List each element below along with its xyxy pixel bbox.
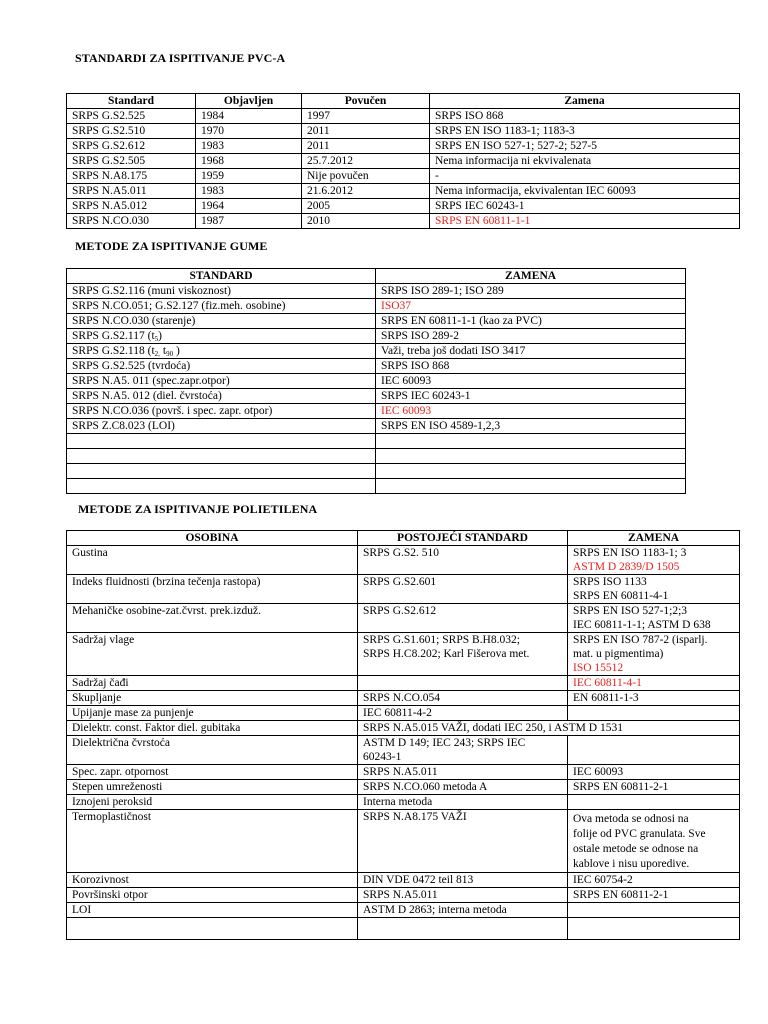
- guma-heading: METODE ZA ISPITIVANJE GUME: [75, 239, 268, 253]
- cell: 1997: [302, 109, 430, 124]
- cell: DIN VDE 0472 teil 813: [358, 873, 568, 888]
- table-row: [67, 873, 740, 888]
- pvc-heading: STANDARDI ZA ISPITIVANJE PVC-A: [75, 51, 286, 65]
- empty-cell: [358, 918, 568, 940]
- cell-line: 60243-1: [363, 751, 402, 763]
- cell: 2011: [302, 124, 430, 139]
- cell-line: Ova metoda se odnosi na: [573, 813, 689, 825]
- cell: Sadržaj vlage: [67, 633, 358, 676]
- table-row: [67, 736, 740, 765]
- cell: IEC 60093: [376, 374, 686, 389]
- col-header: ZAMENA: [376, 269, 686, 284]
- cell: SRPS N.A5.011: [67, 184, 196, 199]
- cell-text: t: [162, 345, 167, 357]
- cell: Nema informacija, ekvivalentan IEC 60093: [430, 184, 740, 199]
- table-row: [67, 299, 686, 314]
- cell-line: kablove i nisu uporedive.: [573, 858, 690, 870]
- cell: [358, 633, 568, 676]
- cell-line: SRPS EN ISO 787-2 (isparlj.: [573, 634, 708, 646]
- empty-cell: [376, 464, 686, 479]
- cell: IEC 60754-2: [568, 873, 740, 888]
- cell-line: ASTM D 2839/D 1505: [573, 561, 680, 573]
- empty-cell: [67, 479, 376, 494]
- cell: SRPS G.S2.601: [358, 575, 568, 604]
- table-row: [67, 575, 740, 604]
- pvc-table: [66, 93, 740, 229]
- cell: SRPS EN ISO 527-1; 527-2; 527-5: [430, 139, 740, 154]
- guma-table: [66, 268, 686, 494]
- cell-line: SRPS H.C8.202; Karl Fišerova met.: [363, 648, 530, 660]
- cell: Termoplastičnost: [67, 810, 358, 873]
- cell-line: SRPS G.S1.601; SRPS B.H8.032;: [363, 634, 520, 646]
- cell: [568, 810, 740, 873]
- cell: 1970: [196, 124, 302, 139]
- cell: [67, 344, 376, 359]
- cell: ASTM D 2863; interna metoda: [358, 903, 568, 918]
- pe-heading: METODE ZA ISPITIVANJE POLIETILENA: [78, 502, 318, 516]
- cell: IEC 60811-4-1: [568, 676, 740, 691]
- cell-text: SRPS G.S2.117 (t: [72, 330, 155, 342]
- cell: 2010: [302, 214, 430, 229]
- table-row: [67, 434, 686, 449]
- cell: IEC 60811-4-2: [358, 706, 568, 721]
- table-row: [67, 344, 686, 359]
- cell: SRPS N.CO.036 (površ. i spec. zapr. otpor): [67, 404, 376, 419]
- cell: 1987: [196, 214, 302, 229]
- cell: LOI: [67, 903, 358, 918]
- table-row: [67, 139, 740, 154]
- table-row: [67, 154, 740, 169]
- col-header: Povučen: [302, 94, 430, 109]
- cell: [67, 329, 376, 344]
- cell: 1984: [196, 109, 302, 124]
- cell: Površinski otpor: [67, 888, 358, 903]
- cell: Skupljanje: [67, 691, 358, 706]
- table-row: [67, 721, 740, 736]
- cell: 21.6.2012: [302, 184, 430, 199]
- col-header: OSOBINA: [67, 531, 358, 546]
- pe-table: [66, 530, 740, 940]
- table-row: [67, 124, 740, 139]
- pvc-header-row: [67, 94, 740, 109]
- cell: SRPS EN 60811-2-1: [568, 888, 740, 903]
- cell: Iznojeni peroksid: [67, 795, 358, 810]
- cell: [568, 706, 740, 721]
- table-row: [67, 329, 686, 344]
- table-row: [67, 374, 686, 389]
- table-row: [67, 691, 740, 706]
- cell: Interna metoda: [358, 795, 568, 810]
- table-row: [67, 546, 740, 575]
- cell-line: ASTM D 149; IEC 243; SRPS IEC: [363, 737, 526, 749]
- table-row: [67, 765, 740, 780]
- table-row: [67, 903, 740, 918]
- table-row: [67, 706, 740, 721]
- subscript: 90: [166, 350, 174, 358]
- cell: SRPS G.S2.525: [67, 109, 196, 124]
- pe-header-row: [67, 531, 740, 546]
- cell-text: ): [173, 345, 180, 357]
- cell: SRPS N.CO.054: [358, 691, 568, 706]
- cell: Korozivnost: [67, 873, 358, 888]
- cell: SRPS N.A8.175: [67, 169, 196, 184]
- guma-header-row: [67, 269, 686, 284]
- cell: 2005: [302, 199, 430, 214]
- cell: Nije povučen: [302, 169, 430, 184]
- cell-line: SRPS EN ISO 1183-1; 3: [573, 547, 687, 559]
- cell: 1964: [196, 199, 302, 214]
- cell: SRPS ISO 868: [430, 109, 740, 124]
- cell-text: ): [158, 330, 162, 342]
- cell: SRPS ISO 289-1; ISO 289: [376, 284, 686, 299]
- cell: Važi, treba još dodati ISO 3417: [376, 344, 686, 359]
- cell: Sadržaj čađi: [67, 676, 358, 691]
- cell: [568, 736, 740, 765]
- cell: SRPS N.A5.011: [358, 765, 568, 780]
- table-row: [67, 888, 740, 903]
- cell: [568, 795, 740, 810]
- cell-text: SRPS G.S2.118 (t: [72, 345, 155, 357]
- table-row: [67, 169, 740, 184]
- cell: 25.7.2012: [302, 154, 430, 169]
- cell: [568, 633, 740, 676]
- cell: SRPS EN 60811-2-1: [568, 780, 740, 795]
- cell: SRPS G.S2.116 (muni viskoznost): [67, 284, 376, 299]
- table-row: [67, 214, 740, 229]
- table-row: [67, 918, 740, 940]
- table-row: [67, 389, 686, 404]
- cell: SRPS EN ISO 4589-1,2,3: [376, 419, 686, 434]
- cell: [358, 676, 568, 691]
- cell: 2011: [302, 139, 430, 154]
- table-row: [67, 780, 740, 795]
- cell: [568, 546, 740, 575]
- empty-cell: [67, 449, 376, 464]
- cell: [568, 903, 740, 918]
- table-row: [67, 199, 740, 214]
- empty-cell: [376, 434, 686, 449]
- table-row: [67, 633, 740, 676]
- cell: SRPS N.A5.012: [67, 199, 196, 214]
- cell: Upijanje mase za punjenje: [67, 706, 358, 721]
- table-row: [67, 419, 686, 434]
- cell: Gustina: [67, 546, 358, 575]
- col-header: ZAMENA: [568, 531, 740, 546]
- cell: SRPS IEC 60243-1: [430, 199, 740, 214]
- cell-line: IEC 60811-1-1; ASTM D 638: [573, 619, 711, 631]
- table-row: [67, 464, 686, 479]
- cell: ISO37: [376, 299, 686, 314]
- cell: 1983: [196, 184, 302, 199]
- cell: SRPS EN 60811-1-1: [430, 214, 740, 229]
- cell: SRPS Z.C8.023 (LOI): [67, 419, 376, 434]
- cell: 1968: [196, 154, 302, 169]
- cell: [358, 736, 568, 765]
- table-row: [67, 604, 740, 633]
- cell: SRPS ISO 289-2: [376, 329, 686, 344]
- cell: Indeks fluidnosti (brzina tečenja rastopa): [67, 575, 358, 604]
- cell-line: ostale metode se odnose na: [573, 843, 699, 855]
- cell-line: ISO 15512: [573, 662, 624, 674]
- empty-cell: [376, 479, 686, 494]
- cell: SRPS EN 60811-1-1 (kao za PVC): [376, 314, 686, 329]
- cell: Mehaničke osobine-zat.čvrst. prek.izduž.: [67, 604, 358, 633]
- cell: SRPS N.CO.030 (starenje): [67, 314, 376, 329]
- cell: SRPS N.A5.015 VAŽI, dodati IEC 250, i ASTM D 1531: [358, 721, 740, 736]
- col-header: Standard: [67, 94, 196, 109]
- empty-cell: [67, 918, 358, 940]
- table-row: [67, 314, 686, 329]
- table-row: [67, 795, 740, 810]
- cell: SRPS ISO 868: [376, 359, 686, 374]
- cell: Dielektrična čvrstoća: [67, 736, 358, 765]
- cell: [568, 604, 740, 633]
- table-row: [67, 184, 740, 199]
- cell: 1959: [196, 169, 302, 184]
- col-header: STANDARD: [67, 269, 376, 284]
- cell: SRPS G.S2.612: [67, 139, 196, 154]
- empty-cell: [376, 449, 686, 464]
- cell: SRPS N.A5. 011 (spec.zapr.otpor): [67, 374, 376, 389]
- empty-cell: [568, 918, 740, 940]
- cell: SRPS N.CO.030: [67, 214, 196, 229]
- table-row: [67, 404, 686, 419]
- table-row: [67, 810, 740, 873]
- col-header: POSTOJEĆI STANDARD: [358, 531, 568, 546]
- table-row: [67, 479, 686, 494]
- cell-line: SRPS ISO 1133: [573, 576, 647, 588]
- table-row: [67, 676, 740, 691]
- cell: SRPS N.A8.175 VAŽI: [358, 810, 568, 873]
- cell-line: folije od PVC granulata. Sve: [573, 828, 706, 840]
- cell: SRPS IEC 60243-1: [376, 389, 686, 404]
- cell: SRPS G.S2.505: [67, 154, 196, 169]
- cell: Stepen umreženosti: [67, 780, 358, 795]
- cell: SRPS N.A5.011: [358, 888, 568, 903]
- cell-line: SRPS EN ISO 527-1;2;3: [573, 605, 688, 617]
- cell: IEC 60093: [568, 765, 740, 780]
- cell-line: mat. u pigmentima): [573, 648, 664, 660]
- subscript: 5: [154, 335, 159, 343]
- cell: Dielektr. const. Faktor diel. gubitaka: [67, 721, 358, 736]
- cell: SRPS N.CO.060 metoda A: [358, 780, 568, 795]
- cell: SRPS EN ISO 1183-1; 1183-3: [430, 124, 740, 139]
- col-header: Zamena: [430, 94, 740, 109]
- empty-cell: [67, 464, 376, 479]
- cell: Nema informacija ni ekvivalenata: [430, 154, 740, 169]
- cell: SRPS G.S2.510: [67, 124, 196, 139]
- col-header: Objavljen: [196, 94, 302, 109]
- subscript: 2,: [154, 350, 160, 358]
- empty-cell: [67, 434, 376, 449]
- table-row: [67, 284, 686, 299]
- table-row: [67, 109, 740, 124]
- cell: Spec. zapr. otpornost: [67, 765, 358, 780]
- cell: EN 60811-1-3: [568, 691, 740, 706]
- cell: SRPS N.A5. 012 (diel. čvrstoća): [67, 389, 376, 404]
- cell: SRPS N.CO.051; G.S2.127 (fiz.meh. osobine): [67, 299, 376, 314]
- cell: IEC 60093: [376, 404, 686, 419]
- cell: 1983: [196, 139, 302, 154]
- cell: [568, 575, 740, 604]
- table-row: [67, 359, 686, 374]
- cell: SRPS G.S2.612: [358, 604, 568, 633]
- table-row: [67, 449, 686, 464]
- cell-line: SRPS EN 60811-4-1: [573, 590, 669, 602]
- cell: SRPS G.S2. 510: [358, 546, 568, 575]
- cell: -: [430, 169, 740, 184]
- cell: SRPS G.S2.525 (tvrdoća): [67, 359, 376, 374]
